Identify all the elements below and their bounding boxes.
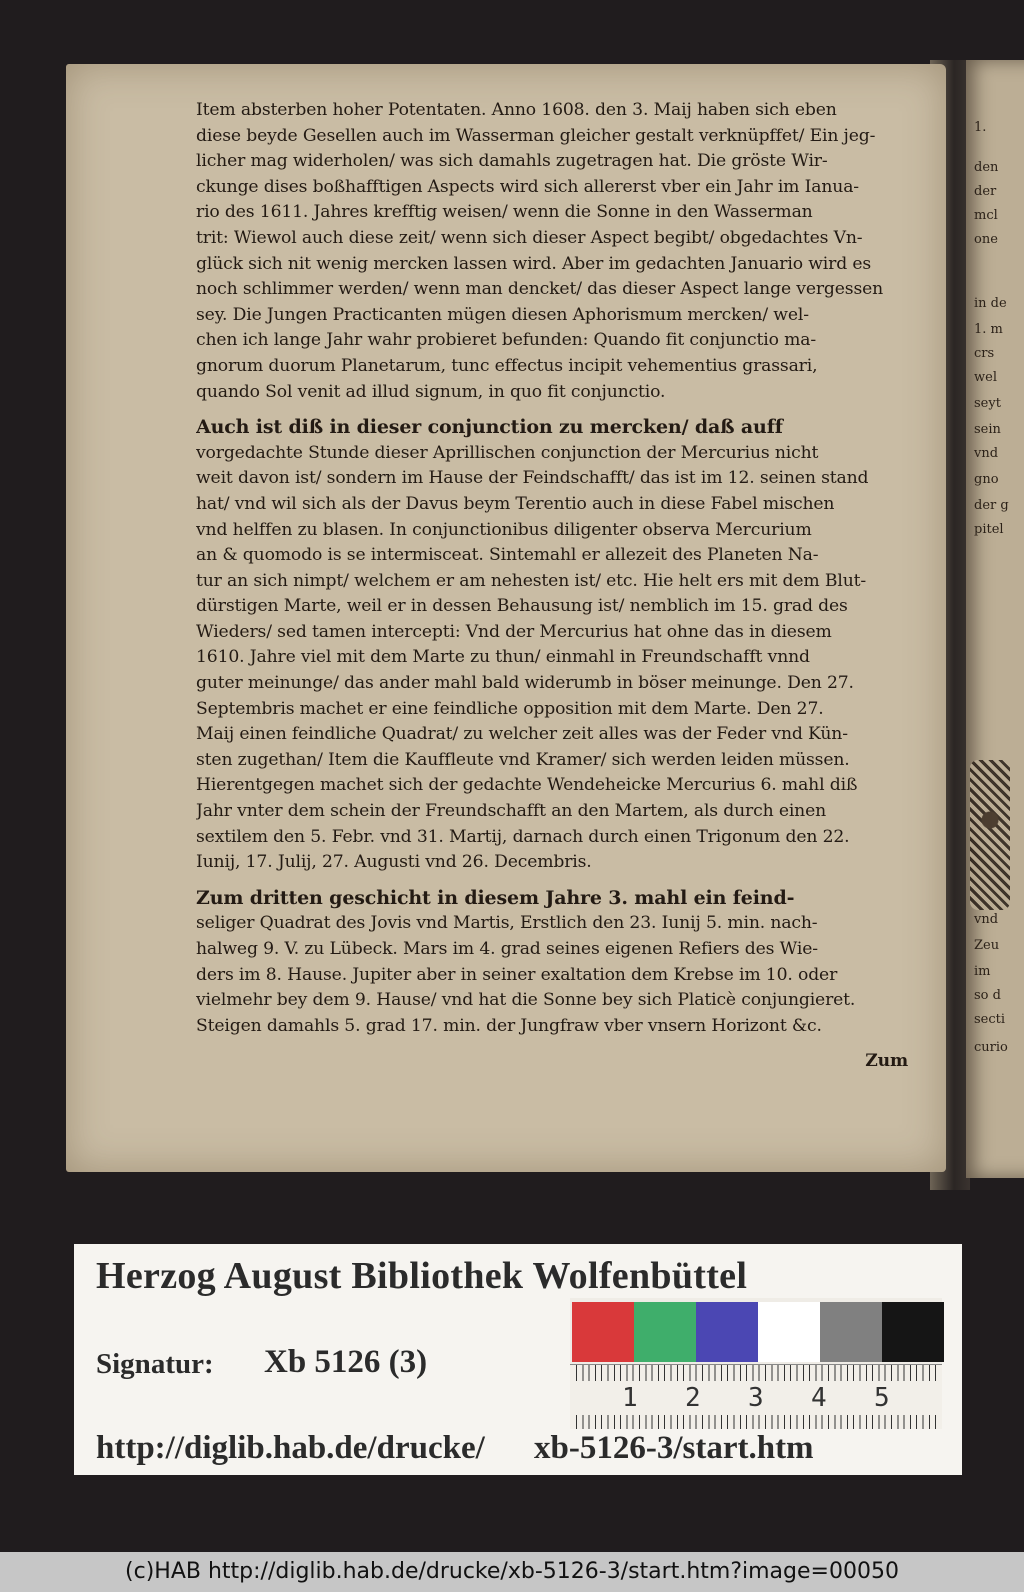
facing-page-fragment: 1. m <box>974 322 1003 337</box>
facing-page-fragment: vnd <box>974 912 999 927</box>
text-line: seliger Quadrat des Jovis vnd Martis, Erstlich den 23. Iunij 5. min. nach- <box>196 913 818 934</box>
text-line: vielmehr bey dem 9. Hause/ vnd hat die Sonne bey sich Platicè conjungieret. <box>196 990 856 1011</box>
text-line: licher mag widerholen/ was sich damahls zugetragen hat. Die gröste Wir- <box>196 151 828 172</box>
text-line: Steigen damahls 5. grad 17. min. der Jungfraw vber vnsern Horizont &c. <box>196 1015 822 1036</box>
text-line: glück sich nit wenig mercken lassen wird. Aber im gedachten Januario wird es <box>196 253 872 274</box>
facing-page-fragment: so d <box>974 988 1001 1003</box>
facing-page-fragment: 1. <box>974 120 987 135</box>
facing-page-fragment: mcl <box>974 208 998 223</box>
text-line: guter meinunge/ das ander mahl bald widerumb in böser meinunge. Den 27. <box>196 673 854 694</box>
paragraph <box>196 415 908 876</box>
facing-page-fragment: der g <box>974 498 1009 513</box>
text-line: sey. Die Jungen Practicanten mügen diesen Aphorismum mercken/ wel- <box>196 304 809 325</box>
facing-page-fragment: sein <box>974 422 1001 437</box>
text-line: dürstigen Marte, weil er in dessen Behausung ist/ nemblich im 15. grad des <box>196 596 848 617</box>
text-line: chen ich lange Jahr wahr probieret befunden: Quando fit conjunctio ma- <box>196 330 816 351</box>
url-part-1: http://diglib.hab.de/drucke/ <box>96 1430 485 1466</box>
facing-page-fragment: one <box>974 232 998 247</box>
text-line: Maij einen feindliche Quadrat/ zu welcher zeit alles was der Feder vnd Kün- <box>196 724 848 745</box>
facing-page-fragment: pitel <box>974 522 1004 537</box>
text-line: ders im 8. Hause. Jupiter aber in seiner exaltation dem Krebse im 10. oder <box>196 964 838 985</box>
text-line: 1610. Jahre viel mit dem Marte zu thun/ einmahl in Freundschafft vnnd <box>196 647 810 668</box>
text-line: ckunge dises boßhafftigen Aspects wird sich allererst vber ein Jahr im Ianua- <box>196 176 859 197</box>
color-patch <box>696 1302 758 1362</box>
text-line: tur an sich nimpt/ welchem er am nehesten ist/ etc. Hie helt ers mit dem Blut- <box>196 570 867 591</box>
text-line: Zum dritten geschicht in diesem Jahre 3. mahl ein feind- <box>196 886 795 909</box>
facing-page-fragment: in de <box>974 296 1007 311</box>
text-line: gnorum duorum Planetarum, tunc effectus incipit vehementius grassari, <box>196 355 818 376</box>
facing-page-fragment: crs <box>974 346 995 361</box>
ruler-number: 2 <box>685 1383 701 1413</box>
text-line: Item absterben hoher Potentaten. Anno 1608. den 3. Maij haben sich eben <box>196 100 837 120</box>
facing-page-fragment: vnd <box>974 446 999 461</box>
color-patch <box>572 1302 634 1362</box>
text-line: trit: Wiewol auch diese zeit/ wenn sich dieser Aspect begibt/ obgedachtes Vn- <box>196 227 863 248</box>
facing-page-fragment: Zeu <box>974 938 1000 953</box>
paragraph <box>196 98 908 405</box>
ruler-number: 1 <box>622 1383 638 1413</box>
library-name: Herzog August Bibliothek Wolfenbüttel <box>96 1255 748 1297</box>
facing-page-edge <box>966 60 1024 1178</box>
text-line: Auch ist diß in dieser conjunction zu mercken/ daß auff <box>196 416 783 439</box>
copyright-footer <box>0 1552 1024 1592</box>
page-body-text <box>196 98 908 1075</box>
ruler-number: 5 <box>874 1383 890 1413</box>
text-line: halweg 9. V. zu Lübeck. Mars im 4. grad seines eigenen Refiers des Wie- <box>196 939 818 959</box>
facing-page-fragment: curio <box>974 1040 1008 1055</box>
signature-value: Xb 5126 (3) <box>264 1344 428 1380</box>
text-line: Wieders/ sed tamen intercepti: Vnd der Mercurius hat ohne das in diesem <box>196 621 832 642</box>
color-target <box>570 1298 942 1428</box>
text-line: hat/ vnd wil sich als der Davus beym Terentio auch in diese Fabel mischen <box>196 493 835 514</box>
color-patch <box>820 1302 882 1362</box>
color-patch <box>882 1302 944 1362</box>
text-line: sten zugethan/ Item die Kauffleute vnd Kramer/ sich werden leiden müssen. <box>196 749 850 770</box>
ruler-number: 4 <box>811 1383 827 1413</box>
text-line: quando Sol venit ad illud signum, in quo fit conjunctio. <box>196 381 666 402</box>
text-line: rio des 1611. Jahres krefftig weisen/ wenn die Sonne in den Wasserman <box>196 202 813 223</box>
text-line: Iunij, 17. Julij, 27. Augusti vnd 26. Decembris. <box>196 852 592 873</box>
facing-page-fragment: wel <box>974 370 997 385</box>
text-line: Septembris machet er eine feindliche opposition mit dem Marte. Den 27. <box>196 698 824 719</box>
ornament-icon <box>970 760 1010 910</box>
text-line: Jahr vnter dem schein der Freundschafft an den Martem, als durch einen <box>196 801 827 822</box>
measurement-ruler <box>570 1364 942 1429</box>
facing-page-fragment: gno <box>974 472 999 487</box>
text-line: sextilem den 5. Febr. vnd 31. Martij, darnach durch einen Trigonum den 22. <box>196 826 850 847</box>
text-line: vorgedachte Stunde dieser Aprillischen conjunction der Mercurius nicht <box>196 442 819 463</box>
facing-page-fragment: der <box>974 184 997 199</box>
url-part-2: xb-5126-3/start.htm <box>534 1430 814 1466</box>
text-line: diese beyde Gesellen auch im Wasserman gleicher gestalt verknüpffet/ Ein jeg- <box>196 125 876 146</box>
facing-page-fragment: den <box>974 160 999 175</box>
ruler-number: 3 <box>748 1383 764 1413</box>
color-patch <box>758 1302 820 1362</box>
library-card <box>74 1244 962 1475</box>
text-line: an & quomodo is se intermisceat. Sintemahl er allezeit des Planeten Na- <box>196 545 819 566</box>
text-line: weit davon ist/ sondern im Hause der Feindschafft/ das ist im 12. seinen stand <box>196 468 869 489</box>
catchword: Zum <box>865 1051 908 1072</box>
facing-page-fragment: seyt <box>974 396 1001 411</box>
facing-page-fragment: im <box>974 964 991 979</box>
text-line: noch schlimmer werden/ wenn man dencket/ das dieser Aspect lange vergessen <box>196 279 884 300</box>
footer-text: (c)HAB http://diglib.hab.de/drucke/xb-5126-3/start.htm?image=00050 <box>125 1559 899 1584</box>
text-line: vnd helffen zu blasen. In conjunctionibus diligenter observa Mercurium <box>196 519 812 540</box>
ruler-ticks-top <box>576 1365 936 1381</box>
facing-page-fragment: secti <box>974 1012 1006 1027</box>
signature-label: Signatur: <box>96 1348 214 1380</box>
text-line: Hierentgegen machet sich der gedachte Wendeheicke Mercurius 6. mahl diß <box>196 775 858 796</box>
paragraph <box>196 886 908 1040</box>
color-patch <box>634 1302 696 1362</box>
ruler-ticks-bottom <box>576 1415 936 1429</box>
